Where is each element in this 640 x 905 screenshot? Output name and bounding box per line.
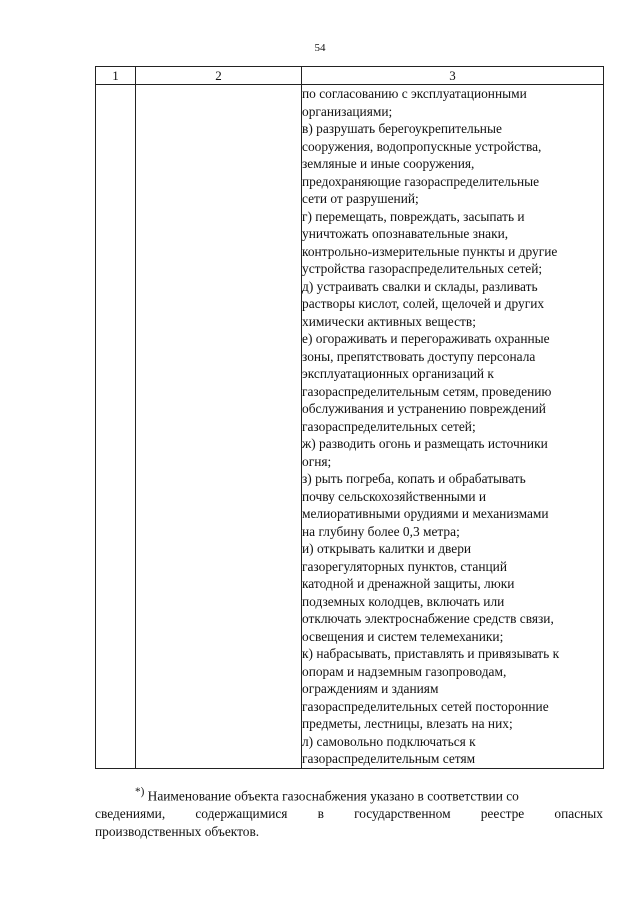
text-line: подземных колодцев, включать или [302, 593, 505, 609]
footnote-line-1 [95, 783, 603, 805]
footnote-line-2: сведениями, содержащимися в государственном реестре опасных [95, 806, 603, 822]
text-line: е) огораживать и перегораживать охранные [302, 331, 550, 346]
text-line: ограждениям и зданиям [302, 681, 439, 696]
text-line: контрольно-измерительные пункты и другие [302, 243, 558, 259]
table-header-row [96, 67, 604, 85]
text-line: сооружения, водопропускные устройства, [302, 138, 542, 154]
text-line: к) набрасывать, приставлять и привязывать к [302, 646, 560, 661]
footnote-line-1-text: Наименование объекта газоснабжения указано в соответствии со [147, 788, 519, 804]
text-line: сети от разрушений; [302, 191, 419, 206]
text-line: катодной и дренажной защиты, люки [302, 576, 515, 591]
text-line: предохраняющие газораспределительные [302, 173, 540, 189]
text-line: г) перемещать, повреждать, засыпать и [302, 208, 525, 224]
text-line: зоны, препятствовать доступу персонала [302, 348, 536, 364]
footnote [95, 783, 603, 841]
footnote-line-3: производственных объектов. [95, 824, 260, 840]
header-col-1: 1 [96, 67, 136, 85]
text-line: з) рыть погреба, копать и обрабатывать [302, 471, 526, 486]
text-line: опорам и надземным газопроводам, [302, 663, 507, 679]
text-line: ж) разводить огонь и размещать источники [302, 436, 548, 451]
text-line: на глубину более 0,3 метра; [302, 523, 460, 539]
text-line: газораспределительным сетям [302, 751, 476, 766]
text-line: уничтожать опознавательные знаки, [302, 226, 509, 241]
text-line: освещения и систем телемеханики; [302, 628, 504, 644]
text-line: газорегуляторных пунктов, станций [302, 558, 508, 574]
text-line: растворы кислот, солей, щелочей и других [302, 296, 545, 311]
page-number: 54 [314, 42, 326, 54]
text-line: устройства газораспределительных сетей; [302, 261, 543, 276]
text-line: в) разрушать берегоукрепительные [302, 121, 502, 136]
text-line: обслуживания и устранению повреждений [302, 401, 546, 416]
text-line: организациями; [302, 103, 393, 119]
text-line: земляные и иные сооружения, [302, 156, 475, 171]
footnote-marker: *) [135, 786, 145, 798]
text-line: газораспределительных сетей посторонние [302, 698, 549, 714]
text-line: л) самовольно подключаться к [302, 733, 476, 749]
restrictions-table [95, 66, 604, 769]
text-line: химически активных веществ; [302, 313, 476, 329]
text-line: мелиоративными орудиями и механизмами [302, 506, 549, 521]
text-line: отключать электроснабжение средств связи, [302, 611, 554, 626]
header-col-2: 2 [136, 67, 302, 85]
text-line: газораспределительных сетей; [302, 418, 476, 434]
cell-col-3 [302, 85, 604, 769]
table-row [96, 85, 604, 769]
text-line: и) открывать калитки и двери [302, 541, 472, 556]
text-line: по согласованию с эксплуатационными [302, 86, 527, 101]
text-line: эксплуатационных организаций к [302, 366, 494, 381]
header-col-3: 3 [302, 67, 604, 85]
text-line: газораспределительным сетям, проведению [302, 383, 552, 399]
text-line: огня; [302, 453, 332, 469]
text-line: д) устраивать свалки и склады, разливать [302, 278, 538, 294]
text-line: почву сельскохозяйственными и [302, 488, 487, 504]
restrictions-text [302, 85, 603, 768]
text-line: предметы, лестницы, влезать на них; [302, 716, 513, 731]
cell-col-2 [136, 85, 302, 769]
cell-col-1 [96, 85, 136, 769]
